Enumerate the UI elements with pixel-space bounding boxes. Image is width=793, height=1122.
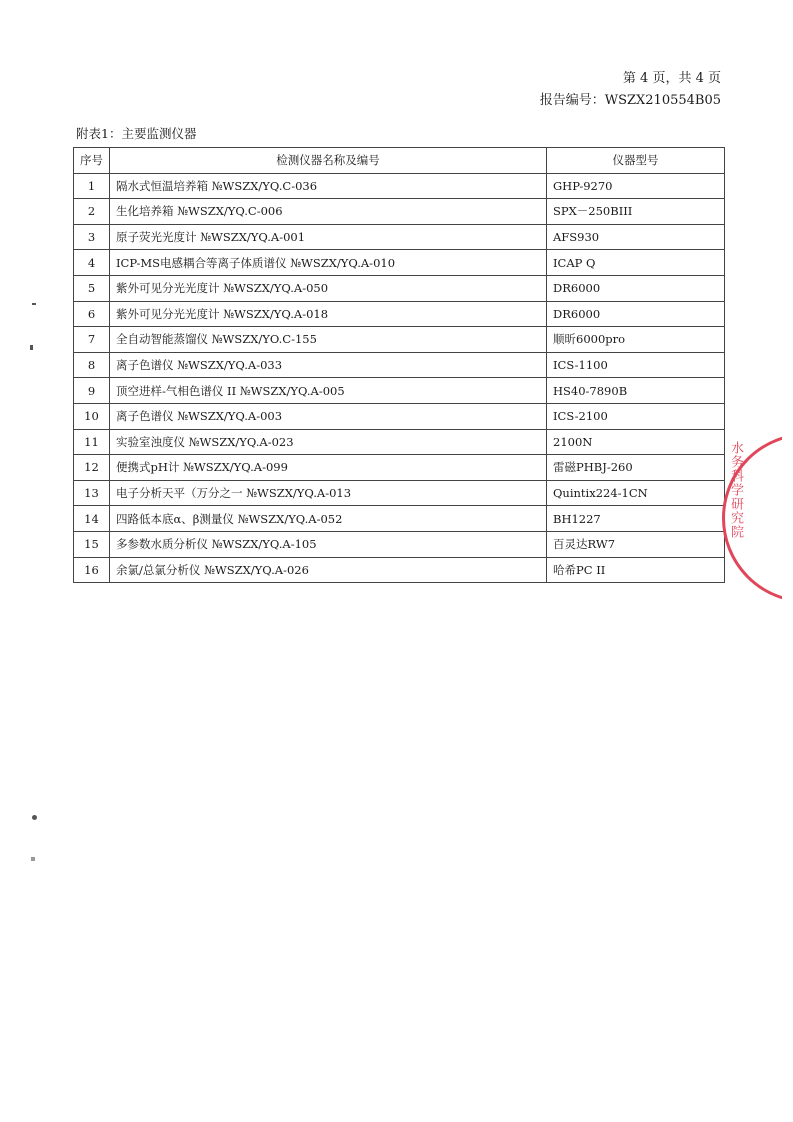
instrument-model: 雷磁PHBJ-260 <box>547 455 725 481</box>
instrument-name: 隔水式恒温培养箱 №WSZX/YQ.C-036 <box>110 173 547 199</box>
row-number: 2 <box>74 199 110 225</box>
instrument-model: BH1227 <box>547 506 725 532</box>
row-number: 3 <box>74 224 110 250</box>
instrument-name: 生化培养箱 №WSZX/YQ.C-006 <box>110 199 547 225</box>
instrument-name: 四路低本底α、β测量仪 №WSZX/YQ.A-052 <box>110 506 547 532</box>
page-indicator: 第 4 页，共 4 页 <box>622 71 721 86</box>
instrument-model: AFS930 <box>547 224 725 250</box>
instrument-name: 离子色谱仪 №WSZX/YQ.A-003 <box>110 403 547 429</box>
row-number: 12 <box>74 455 110 481</box>
instrument-model: DR6000 <box>547 301 725 327</box>
instrument-name: 便携式pH计 №WSZX/YQ.A-099 <box>110 455 547 481</box>
scan-speck <box>30 345 33 350</box>
instrument-name: 顶空进样-气相色谱仪 II №WSZX/YQ.A-005 <box>110 378 547 404</box>
table-row <box>74 429 725 455</box>
instrument-model: SPX－250BIII <box>547 199 725 225</box>
table-row <box>74 199 725 225</box>
official-seal <box>722 433 782 603</box>
instrument-model: ICS-2100 <box>547 403 725 429</box>
instrument-model: ICAP Q <box>547 250 725 276</box>
row-number: 13 <box>74 480 110 506</box>
instrument-name: 离子色谱仪 №WSZX/YQ.A-033 <box>110 352 547 378</box>
instrument-name: 余氯/总氯分析仪 №WSZX/YQ.A-026 <box>110 557 547 583</box>
table-row <box>74 480 725 506</box>
row-number: 6 <box>74 301 110 327</box>
instrument-name: 紫外可见分光光度计 №WSZX/YQ.A-018 <box>110 301 547 327</box>
row-number: 8 <box>74 352 110 378</box>
page-header <box>540 68 721 112</box>
instrument-model: HS40-7890B <box>547 378 725 404</box>
row-number: 11 <box>74 429 110 455</box>
appendix-title: 附表1：主要监测仪器 <box>76 126 197 141</box>
row-number: 16 <box>74 557 110 583</box>
instrument-name: 实验室浊度仪 №WSZX/YQ.A-023 <box>110 429 547 455</box>
row-number: 10 <box>74 403 110 429</box>
report-number: 报告编号：WSZX210554B05 <box>539 93 721 108</box>
instrument-model: GHP-9270 <box>547 173 725 199</box>
table-row <box>74 455 725 481</box>
table-row <box>74 301 725 327</box>
table-row <box>74 250 725 276</box>
row-number: 1 <box>74 173 110 199</box>
instrument-model: ICS-1100 <box>547 352 725 378</box>
row-number: 9 <box>74 378 110 404</box>
table-row <box>74 378 725 404</box>
instrument-model: Quintix224-1CN <box>547 480 725 506</box>
instrument-name: 电子分析天平（万分之一 №WSZX/YQ.A-013 <box>110 480 547 506</box>
instrument-model: 百灵达RW7 <box>547 531 725 557</box>
instrument-model: 2100N <box>547 429 725 455</box>
instrument-model: DR6000 <box>547 275 725 301</box>
instrument-name: 多参数水质分析仪 №WSZX/YQ.A-105 <box>110 531 547 557</box>
column-header-no: 序号 <box>74 148 110 174</box>
instrument-name: 原子荧光光度计 №WSZX/YQ.A-001 <box>110 224 547 250</box>
table-row <box>74 173 725 199</box>
row-number: 4 <box>74 250 110 276</box>
table-header-row <box>74 148 725 174</box>
instrument-model: 顺昕6000pro <box>547 327 725 353</box>
instrument-table <box>73 147 725 583</box>
scan-speck <box>31 857 35 861</box>
instrument-name: 全自动智能蒸馏仪 №WSZX/YO.C-155 <box>110 327 547 353</box>
instrument-name: 紫外可见分光光度计 №WSZX/YQ.A-050 <box>110 275 547 301</box>
scan-speck <box>32 303 36 305</box>
table-row <box>74 506 725 532</box>
table-row <box>74 352 725 378</box>
table-row <box>74 403 725 429</box>
table-row <box>74 531 725 557</box>
seal-text: 水务科学研究院 <box>728 441 743 539</box>
scan-speck <box>32 815 37 820</box>
row-number: 15 <box>74 531 110 557</box>
column-header-model: 仪器型号 <box>547 148 725 174</box>
instrument-model: 哈希PC II <box>547 557 725 583</box>
table-row <box>74 557 725 583</box>
row-number: 7 <box>74 327 110 353</box>
table-body <box>74 173 725 583</box>
instrument-name: ICP-MS电感耦合等离子体质谱仪 №WSZX/YQ.A-010 <box>110 250 547 276</box>
table-row <box>74 224 725 250</box>
row-number: 5 <box>74 275 110 301</box>
table-row <box>74 275 725 301</box>
column-header-name: 检测仪器名称及编号 <box>110 148 547 174</box>
table-row <box>74 327 725 353</box>
row-number: 14 <box>74 506 110 532</box>
